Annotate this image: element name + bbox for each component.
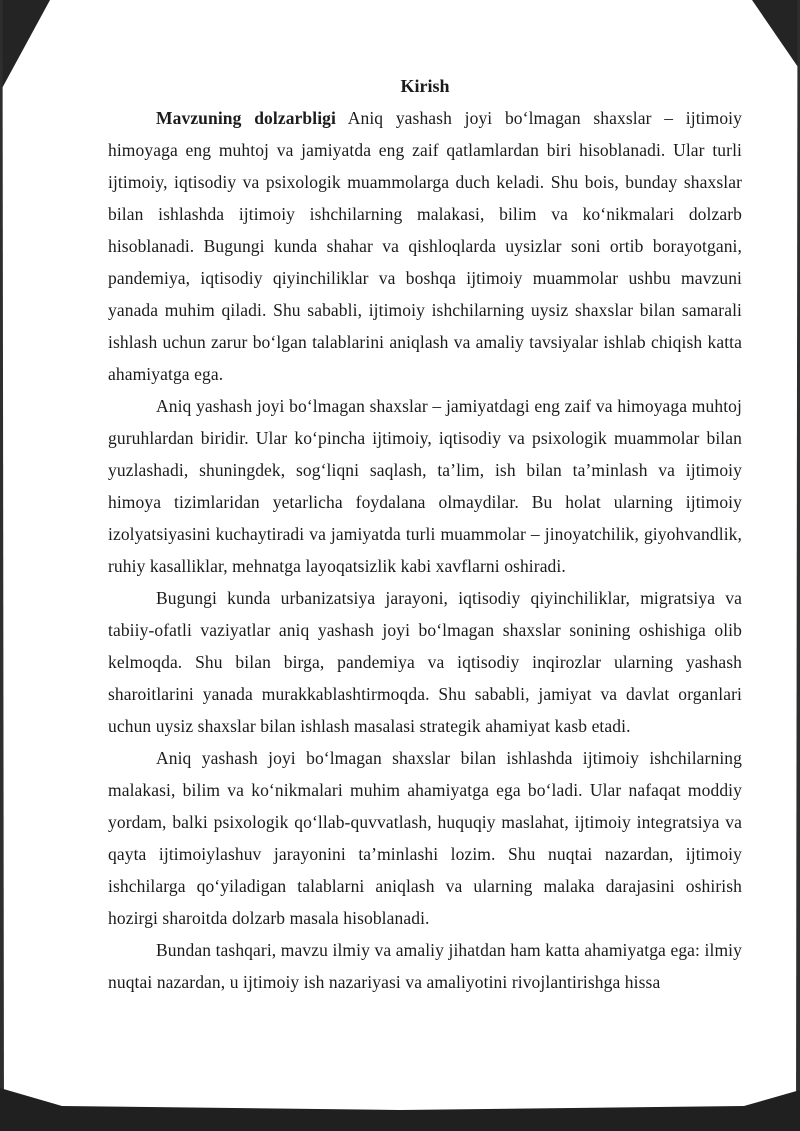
paragraph-relevance [108, 102, 742, 390]
text-block [108, 70, 742, 998]
page-title: Kirish [400, 76, 450, 96]
scan-edge-bottom [0, 1088, 800, 1131]
scan-edge-left [0, 0, 4, 1131]
scan-corner-top-left [0, 0, 50, 92]
scan-corner-top-right [752, 0, 800, 70]
paragraph-scientific-practical: Bundan tashqari, mavzu ilmiy va amaliy jihatdan ham katta ahamiyatga ega: ilmiy nuqtai nazardan, u ijtimoiy ish nazariyasi va amaliyotini rivojlantirishga hissa [108, 940, 742, 992]
paragraph-vulnerable-groups: Aniq yashash joyi boʻlmagan shaxslar – jamiyatdagi eng zaif va himoyaga muhtoj guruhlardan biridir. Ular koʻpincha ijtimoiy, iqtisodiy va psixologik muammolar bilan yuzlashadi, shuningdek, sogʻliqni saqlash, ta’lim, ish bilan ta’minlash va ijtimoiy himoya tizimlaridan yetarlicha foydalana olmaydilar. Bu holat ularning ijtimoiy izolyatsiyasini kuchaytiradi va jamiyatda turli muammolar – jinoyatchilik, giyohvandlik, ruhiy kasalliklar, mehnatga layoqatsizlik kabi xavflarni oshiradi. [108, 396, 742, 576]
paragraph-lead-bold: Mavzuning dolzarbligi [156, 108, 336, 128]
paragraph-text: Aniq yashash joyi boʻlmagan shaxslar – ijtimoiy himoyaga eng muhtoj va jamiyatda eng zaif qatlamlardan biri hisoblanadi. Ular turli ijtimoiy, iqtisodiy va psixologik muammolarga duch keladi. Shu bois, bunday shaxslar bilan ishlashda ijtimoiy ishchilarning malakasi, bilim va koʻnikmalari dolzarb hisoblanadi. Bugungi kunda shahar va qishloqlarda uysizlar soni ortib borayotgani, pandemiya, iqtisodiy qiyinchiliklar va boshqa ijtimoiy muammolar ushbu mavzuni yanada muhim qiladi. Shu sababli, ijtimoiy ishchilarning uysiz shaxslar bilan samarali ishlash uchun zarur boʻlgan talablarini aniqlash va amaliy tavsiyalar ishlab chiqish katta ahamiyatga ega. [108, 108, 742, 384]
paragraph-urbanization: Bugungi kunda urbanizatsiya jarayoni, iqtisodiy qiyinchiliklar, migratsiya va tabiiy-ofatli vaziyatlar aniq yashash joyi boʻlmagan shaxslar sonining oshishiga olib kelmoqda. Shu bilan birga, pandemiya va iqtisodiy inqirozlar ularning yashash sharoitlarini yanada murakkablashtirmoqda. Shu sababli, jamiyat va davlat organlari uchun uysiz shaxslar bilan ishlash masalasi strategik ahamiyat kasb etadi. [108, 588, 742, 736]
paragraph-social-workers: Aniq yashash joyi boʻlmagan shaxslar bilan ishlashda ijtimoiy ishchilarning malakasi, bilim va koʻnikmalari muhim ahamiyatga ega boʻladi. Ular nafaqat moddiy yordam, balki psixologik qoʻllab-quvvatlash, huquqiy maslahat, ijtimoiy integratsiya va qayta ijtimoiylashuv jarayonini ta’minlashi lozim. Shu nuqtai nazardan, ijtimoiy ishchilarga qoʻyiladigan talablarni aniqlash va ularning malaka darajasini oshirish hozirgi sharoitda dolzarb masala hisoblanadi. [108, 748, 742, 928]
scan-edge-right [796, 0, 800, 1131]
